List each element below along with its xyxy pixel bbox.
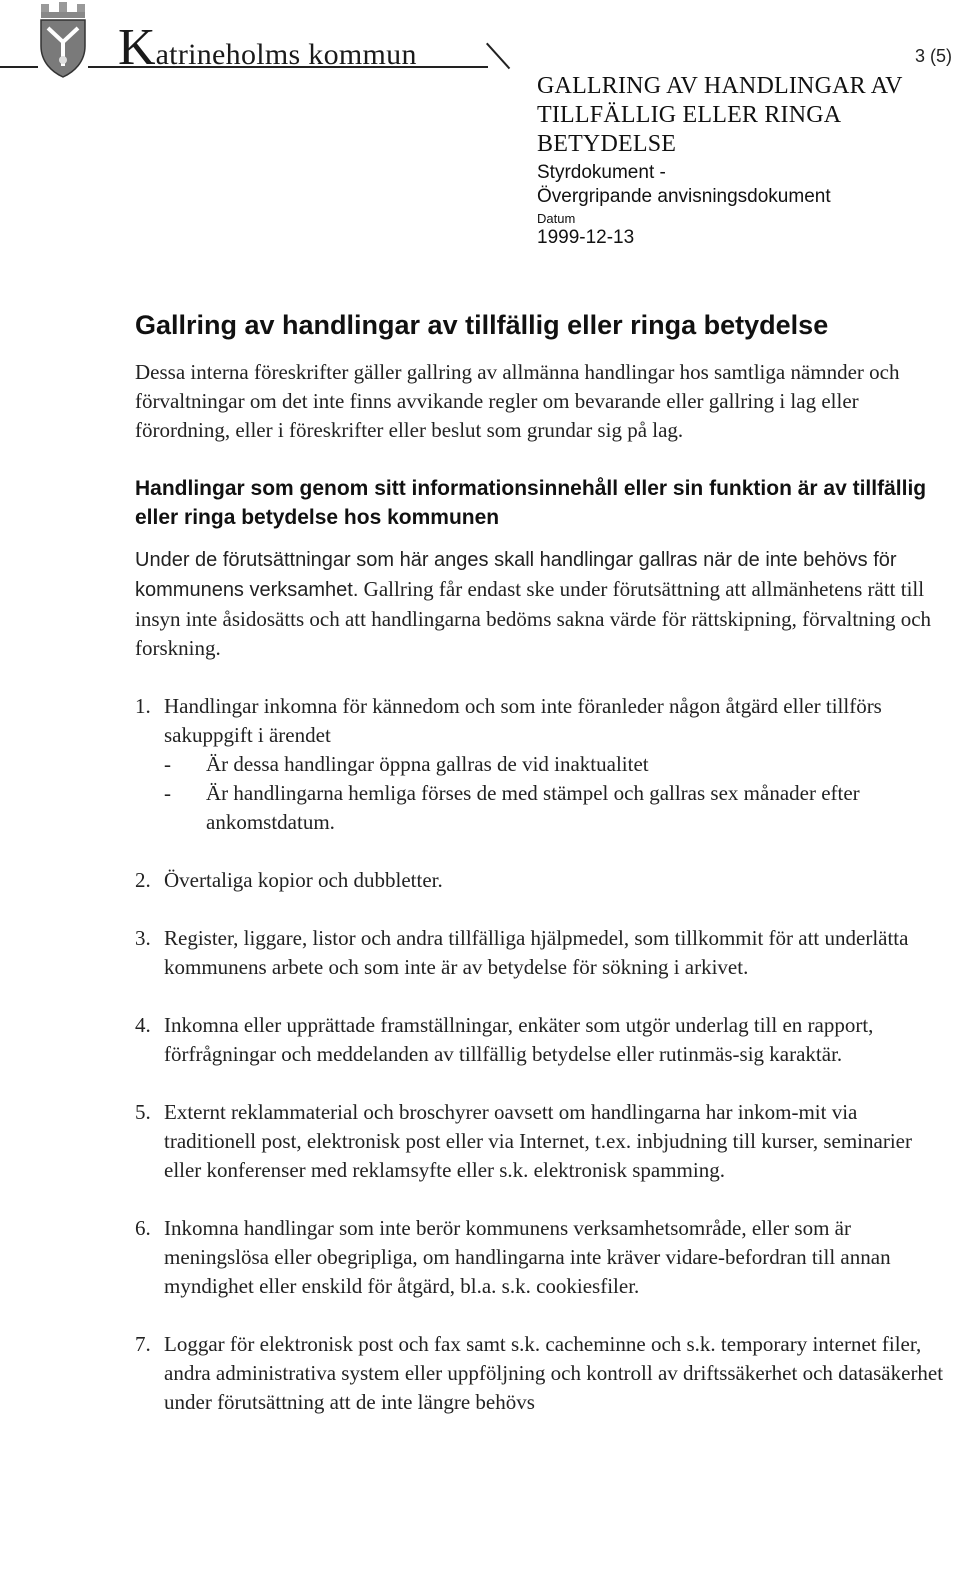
lead-sans: Under de förutsättningar som här anges skall handlingar gallras när de inte behövs för kommunens verksamhet. — [135, 549, 897, 601]
page-number: 3 (5) — [914, 46, 952, 66]
item-text: Externt reklammaterial och broschyrer oavsett om handlingarna har inkom-mit via traditionell post, elektronisk post eller via Internet, t.ex. inbjudning till kurser, seminarier eller konferenser med reklamsyfte eller s.k. elektronisk spamming. — [164, 1100, 912, 1182]
municipality-logo — [118, 19, 417, 76]
item-text: Inkomna eller upprättade framställningar, enkäter som utgör underlag till en rapport, förfrågningar och meddelanden av tillfällig betydelse eller rutinmäs-sig karaktär. — [164, 1013, 874, 1066]
item-number: 3. — [135, 926, 151, 950]
item-number: 7. — [135, 1332, 151, 1356]
list-item — [135, 1214, 953, 1301]
header-slash — [486, 43, 510, 70]
item-number: 1. — [135, 694, 151, 718]
item-text: Register, liggare, listor och andra tillfälliga hjälpmedel, som tillkommit för att underlätta kommunens arbete och som inte är av betydelse för sökning i arkivet. — [164, 926, 909, 979]
municipal-crest-icon — [38, 2, 88, 78]
item-number: 4. — [135, 1013, 151, 1037]
list-item — [135, 692, 953, 837]
document-body — [135, 308, 953, 1446]
document-type — [537, 161, 937, 209]
item-number: 5. — [135, 1100, 151, 1124]
sub-item-text: Är handlingarna hemliga förses de med stämpel och gallras sex månader efter — [206, 781, 860, 805]
list-item — [135, 866, 953, 895]
sub-item — [164, 750, 953, 779]
sub-item — [164, 779, 953, 808]
document-title: GALLRING AV HANDLINGAR AV TILLFÄLLIG ELLER RINGA BETYDELSE — [537, 73, 903, 157]
item-number: 2. — [135, 868, 151, 892]
section-heading: Handlingar som genom sitt informationsinnehåll eller sin funktion är av tillfällig eller ringa betydelse hos kommunen — [135, 477, 927, 529]
intro-paragraph: Dessa interna föreskrifter gäller gallring av allmänna handlingar hos samtliga nämnder och förvaltningar om det inte finns avvikande regler om bevarande eller gallring i lag eller förordning, eller i föreskrifter eller beslut som grundar sig på lag. — [135, 360, 900, 442]
sub-item-text: Är dessa handlingar öppna gallras de vid inaktualitet — [206, 752, 649, 776]
dash-bullet: - — [164, 752, 171, 776]
document-type-line2: Övergripande anvisningsdokument — [537, 186, 831, 207]
dash-bullet: - — [164, 781, 171, 805]
lead-serif: Gallring får endast ske under förutsättning att allmänhetens rätt till insyn inte åsidosätts och att handlingarna bedöms sakna värde för rättskipning, förvaltning och forskning. — [135, 577, 932, 660]
list-item — [135, 1330, 953, 1417]
page-title: Gallring av handlingar av tillfällig eller ringa betydelse — [135, 310, 829, 340]
logo-initial: K — [118, 19, 156, 76]
date-label: Datum — [537, 211, 576, 226]
item-number: 6. — [135, 1216, 151, 1240]
list-item — [135, 1098, 953, 1185]
lead-paragraph — [135, 545, 953, 663]
rules-list — [135, 692, 953, 1417]
document-type-line1: Styrdokument - — [537, 162, 666, 183]
item-text: Inkomna handlingar som inte berör kommunens verksamhetsområde, eller som är meningslösa eller obegripliga, om handlingarna inte kräver vidare-befordran till annan myndighet eller enskild för åtgärd, bl.a. s.k. cookiesfiler. — [164, 1216, 891, 1298]
document-metadata — [537, 72, 937, 249]
list-item — [135, 924, 953, 982]
item-text: Övertaliga kopior och dubbletter. — [164, 868, 443, 892]
sub-item-continuation: ankomstdatum. — [206, 810, 335, 834]
header-rule-left — [0, 66, 38, 68]
logo-wordmark: atrineholms kommun — [155, 38, 417, 71]
item-text: Loggar för elektronisk post och fax samt s.k. cacheminne och s.k. temporary internet filer, andra administrativa system eller uppföljning och kontroll av driftssäkerhet och datasäkerhet under förutsättning att de inte längre behövs — [164, 1332, 944, 1414]
list-item — [135, 1011, 953, 1069]
document-date: 1999-12-13 — [537, 227, 635, 248]
item-text: Handlingar inkomna för kännedom och som inte föranleder någon åtgärd eller tillförs sakuppgift i ärendet — [164, 694, 882, 747]
